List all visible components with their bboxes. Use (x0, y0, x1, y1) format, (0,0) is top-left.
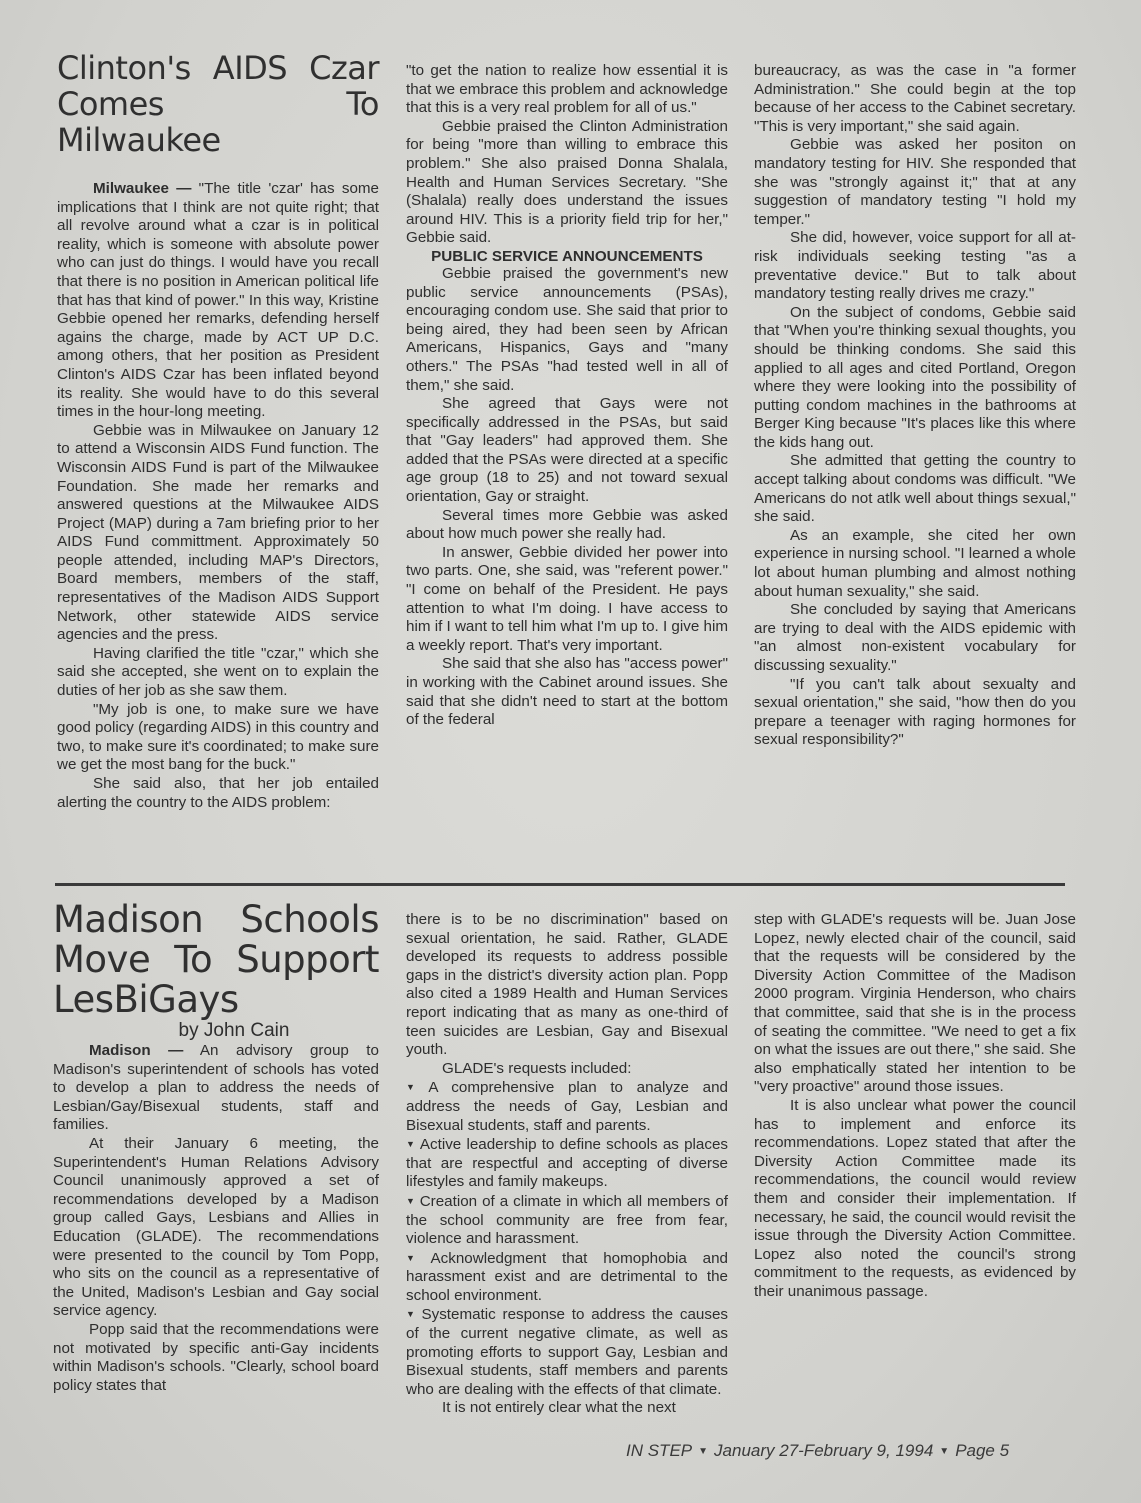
request-bullet-item: ▼ Systematic response to address the causes of the current negative climate, as well as promoting efforts to support Gay, Lesbian and Bisexual students, staff members and parents who are dealing with the effects of that climate. (406, 1306, 728, 1398)
article2-dateline: Madison — (89, 1042, 184, 1059)
article2-paragraph: It is not entirely clear what the next (442, 1399, 676, 1417)
request-bullet-item: ▼ Active leadership to define schools as places that are respectful and accepting of diverse lifestyles and family makeups. (406, 1136, 728, 1191)
article1-paragraph: bureaucracy, as was the case in "a former Administration." She could begin at the top because of her access to the Cabinet secretary. "This is very important," she said again. (754, 62, 1076, 135)
article2-column-2 (406, 911, 728, 1418)
article1-paragraph: She said also, that her job entailed alerting the country to the AIDS problem: (57, 775, 379, 811)
triangle-down-icon: ▼ (939, 1446, 950, 1457)
article1-column-1 (57, 50, 379, 812)
article1-paragraph: "If you can't talk about sexualty and sexual orientation," she said, "how then do you prepare a teenager with raging hormones for sexual responsibility?" (754, 675, 1076, 749)
article2-byline: by John Cain (178, 1020, 290, 1041)
triangle-bullet-icon: ▼ (406, 1309, 418, 1320)
triangle-bullet-icon: ▼ (406, 1082, 425, 1093)
article1-paragraph: Gebbie praised the Clinton Administration for being "more than willing to embrace this problem." She also praised Donna Shalala, Health and Human Services Secretary. "She (Shalala) really does understand the issues around HIV. This is a priority field trip for her," Gebbie said. (406, 117, 728, 247)
article1-paragraph: She admitted that getting the country to accept talking about condoms was difficult. "We Americans do not atlk well about things sexual," she said. (754, 452, 1076, 526)
article1-headline: Clinton's AIDS Czar Comes To Milwaukee (57, 49, 379, 159)
article1-paragraph: Several times more Gebbie was asked about how much power she really had. (406, 506, 728, 543)
issue-date: January 27-February 9, 1994 (714, 1441, 934, 1460)
article1-paragraph: Gebbie was asked her positon on mandatory testing for HIV. She responded that she was "strongly against it;" that at any suggestion of mandatory testing "I hold my temper." (754, 136, 1076, 228)
article2-column-3 (754, 911, 1076, 1301)
article1-paragraph: "to get the nation to realize how essential it is that we embrace this problem and acknowledge that this is a very real problem for all of us." (406, 62, 728, 117)
article1-paragraph: "My job is one, to make sure we have good policy (regarding AIDS) in this country and two, to make sure it's coordinated; to make sure we get the most bang for the buck." (57, 700, 379, 774)
request-bullet-item: ▼ A comprehensive plan to analyze and address the needs of Gay, Lesbian and Bisexual students, staff and parents. (406, 1079, 728, 1134)
article1-column-3 (754, 62, 1076, 750)
article1-paragraph: On the subject of condoms, Gebbie said that "When you're thinking sexual thoughts, you should be thinking condoms. She said this applied to all ages and cited Portland, Oregon where they were looking into the possibility of putting condom machines in the bathrooms at Berger King because "It's places like this where the kids hang out. (754, 303, 1076, 451)
page-footer (626, 1441, 1009, 1461)
article2-column-1 (53, 900, 379, 1395)
article1-paragraph: She concluded by saying that Americans are trying to deal with the AIDS epidemic with "an almost non-existent vocabulary for discussing sexuality." (754, 601, 1076, 674)
article1-subhead: PUBLIC SERVICE ANNOUNCEMENTS (431, 247, 703, 265)
article1-column-2 (406, 62, 728, 730)
article2-paragraph: Popp said that the recommendations were not motivated by specific anti-Gay incidents within Madison's schools. "Clearly, school board policy states that (53, 1320, 379, 1394)
page-number: Page 5 (955, 1441, 1010, 1460)
publication-name: IN STEP (626, 1441, 693, 1460)
article2-paragraph: GLADE's requests included: (442, 1059, 632, 1077)
article1-dateline: Milwaukee — (93, 180, 192, 197)
article1-paragraph: She said that she also has "access power" in working with the Cabinet around issues. She said that she didn't need to start at the bottom of the federal (406, 655, 729, 729)
article2-paragraph: step with GLADE's requests will be. Juan Jose Lopez, newly elected chair of the council, said that the requests will be considered by the Diversity Action Committee of the Madison 2000 program. Virginia Henderson, who chairs that committee, said that she is in the process of seating the committee. "We need to get a fix on what the issues are out there," she said. She also emphatically stated her intention to be "very proactive" around those issues. (754, 911, 1076, 1096)
article1-paragraph: In answer, Gebbie divided her power into two parts. One, she said, was "referent power." "I come on behalf of the President. He pays attention to what I'm doing. I have access to him if I want to tell him what I'm up to. I give him a weekly report. That's very important. (406, 543, 728, 654)
article1-paragraph: Gebbie praised the government's new public service announcements (PSAs), encouraging condom use. She said that prior to being aired, they had been seen by African Americans, Hispanics, Gays and "many others." The PSAs "had tested well in all of them," she said. (406, 264, 728, 394)
request-bullet-item: ▼ Acknowledgment that homophobia and harassment exist and are detrimental to the school environment. (406, 1249, 728, 1304)
triangle-bullet-icon: ▼ (406, 1252, 427, 1263)
article1-paragraph: Gebbie was in Milwaukee on January 12 to attend a Wisconsin AIDS Fund function. The Wisconsin AIDS Fund is part of the Milwaukee Foundation. She made her remarks and answered questions at the Milwaukee AIDS Project (MAP) during a 7am briefing prior to her AIDS Fund committment. Approximately 50 people attended, including MAP's Directors, Board members, members of the staff, representatives of the Madison AIDS Support Network, other statewide AIDS service agencies and the press. (57, 421, 379, 644)
article2-headline: Madison Schools Move To Support LesBiGays (53, 898, 379, 1021)
triangle-bullet-icon: ▼ (406, 1195, 416, 1206)
article1-paragraph: Having clarified the title "czar," which she said she accepted, she went on to explain the duties of her job as she saw them. (57, 644, 379, 700)
article2-paragraph: Madison — An advisory group to Madison's superintendent of schools has voted to develop a plan to address the needs of Lesbian/Gay/Bisexual students, staff and families. (53, 1042, 379, 1134)
article1-paragraph: She agreed that Gays were not specifically addressed in the PSAs, but said that "Gay leaders" had approved them. She added that the PSAs were directed at a specific age group (18 to 25) and not toward sexual orientation, Gay or straight. (406, 395, 728, 506)
article1-paragraph: Milwaukee — "The title 'czar' has some implications that I think are not quite right; that all revolve around what a czar is in political reality, which is someone with absolute power who can just do things. I would have you recall that there is no position in American political life that has that kind of power." In this way, Kristine Gebbie opened her remarks, defending herself agains the charge, made by ACT UP D.C. among others, that her position as President Clinton's AIDS Czar has been inflated beyond its reality. She would have to do this several times in the hour-long meeting. (57, 180, 379, 421)
article1-paragraph: As an example, she cited her own experience in nursing school. "I learned a whole lot about human plumbing and almost nothing about human sexuality," she said. (754, 526, 1076, 600)
article2-paragraph: At their January 6 meeting, the Superintendent's Human Relations Advisory Council unanimously approved a set of recommendations developed by a Madison group called Gays, Lesbians and Allies in Education (GLADE). The recommendations were presented to the council by Tom Popp, who sits on the council as a representative of the United, Madison's Lesbian and Gay social service agency. (53, 1134, 379, 1320)
article1-paragraph: She did, however, voice support for all at-risk individuals seeking testing "as a preventative device." But to talk about mandatory testing really drives me crazy." (754, 229, 1076, 303)
triangle-down-icon: ▼ (698, 1446, 709, 1457)
triangle-bullet-icon: ▼ (406, 1139, 416, 1150)
request-bullet-item: ▼ Creation of a climate in which all members of the school community are free from fear, violence and harassment. (406, 1192, 728, 1248)
article2-paragraph: there is to be no discrimination" based on sexual orientation, he said. Rather, GLADE developed its requests to address possible gaps in the district's diversity action plan. Popp also cited a 1989 Health and Human Services report indicating that as many as one-third of teen suicides are Lesbian, Gay and Bisexual youth. (406, 911, 728, 1059)
article-divider-rule (55, 883, 1065, 886)
article2-paragraph: It is also unclear what power the council has to implement and enforce its recommendations. Lopez stated that after the Diversity Action Committee made its recommendations, the council would review them and consider their implementation. If necessary, he said, the council would revisit the issue through the Diversity Action Committee. Lopez also noted the council's strong commitment to the requests, as evidenced by their unanimous passage. (754, 1096, 1076, 1300)
